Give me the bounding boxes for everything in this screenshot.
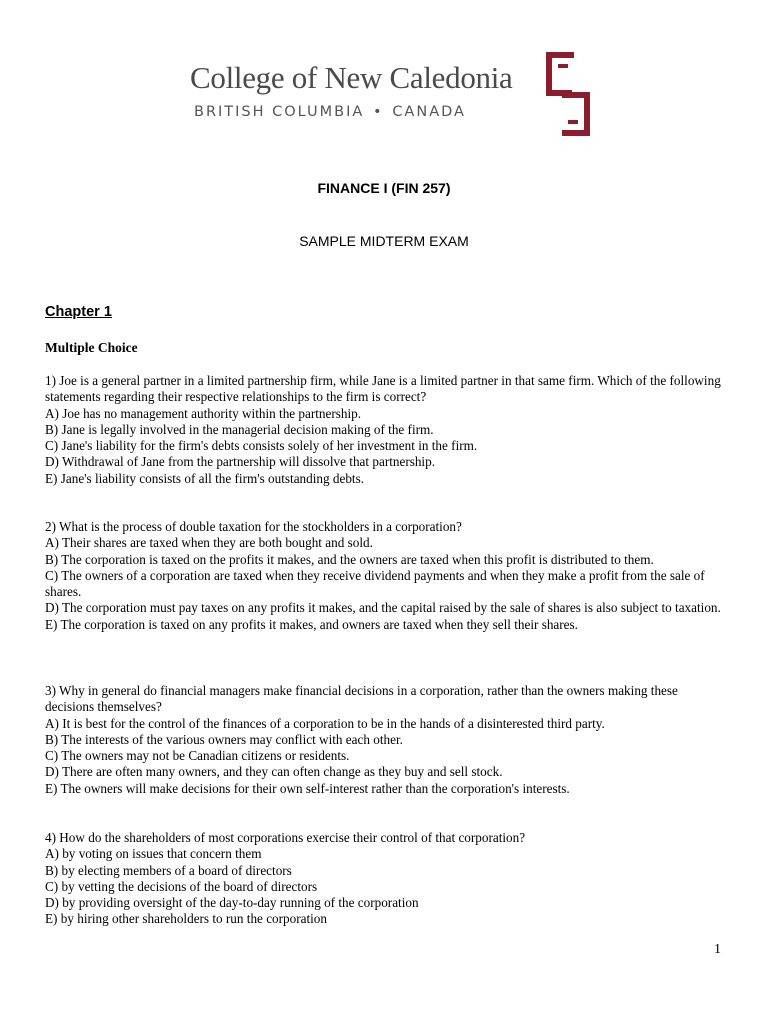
answer-option: D) by providing oversight of the day-to-day running of the corporation <box>45 895 419 911</box>
country-label: CANADA <box>392 104 466 120</box>
course-title: FINANCE I (FIN 257) <box>317 180 451 196</box>
answer-option: B) The corporation is taxed on the profits it makes, and the owners are taxed when this profit is distributed to them. <box>45 551 654 567</box>
question-2 <box>45 519 723 633</box>
answer-option: D) There are often many owners, and they can often change as they buy and sell stock. <box>45 764 503 780</box>
institution-location <box>194 104 466 120</box>
answer-option: B) The interests of the various owners may conflict with each other. <box>45 731 403 747</box>
answer-option: C) by vetting the decisions of the board of directors <box>45 878 318 894</box>
region-label: BRITISH COLUMBIA <box>194 104 365 120</box>
question-stem: 4) How do the shareholders of most corporations exercise their control of that corporation? <box>45 830 526 845</box>
exam-title: SAMPLE MIDTERM EXAM <box>299 233 469 249</box>
question-stem: 2) What is the process of double taxation for the stockholders in a corporation? <box>45 519 462 534</box>
page-number: 1 <box>714 942 721 957</box>
answer-option: E) The owners will make decisions for their own self-interest rather than the corporation's interests. <box>45 780 570 796</box>
answer-option: D) Withdrawal of Jane from the partnership will dissolve that partnership. <box>45 454 435 470</box>
answer-option: A) It is best for the control of the finances of a corporation to be in the hands of a disinterested third party. <box>45 715 605 731</box>
location-separator: • <box>373 104 384 120</box>
answer-option: E) The corporation is taxed on any profits it makes, and owners are taxed when they sell their shares. <box>45 616 578 632</box>
answer-option: A) by voting on issues that concern them <box>45 846 262 862</box>
answer-option: B) by electing members of a board of directors <box>45 862 292 878</box>
cnc-bracket-logo-icon <box>544 52 592 136</box>
answer-option: A) Joe has no management authority within the partnership. <box>45 405 362 421</box>
answer-option: C) The owners may not be Canadian citizens or residents. <box>45 748 350 764</box>
section-heading: Multiple Choice <box>45 340 138 355</box>
answer-option: E) Jane's liability consists of all the firm's outstanding debts. <box>45 470 365 486</box>
answer-option: E) by hiring other shareholders to run the corporation <box>45 911 327 927</box>
answer-option: B) Jane is legally involved in the managerial decision making of the firm. <box>45 421 434 437</box>
question-4 <box>45 830 723 928</box>
answer-option: C) The owners of a corporation are taxed when they receive dividend payments and when they make a profit from the sale of shares. <box>45 567 705 600</box>
answer-option: D) The corporation must pay taxes on any profits it makes, and the capital raised by the sale of shares is also subject to taxation. <box>45 600 721 616</box>
question-3 <box>45 683 723 797</box>
question-stem: 3) Why in general do financial managers make financial decisions in a corporation, rather than the owners making these decisions themselves? <box>45 683 678 715</box>
answer-option: C) Jane's liability for the firm's debts consists solely of her investment in the firm. <box>45 438 478 454</box>
question-stem: 1) Joe is a general partner in a limited partnership firm, while Jane is a limited partner in that same firm. Which of the following statements regarding their respective relationships to the firm is correct? <box>45 373 721 405</box>
chapter-heading: Chapter 1 <box>45 304 112 320</box>
institution-name: College of New Caledonia <box>190 60 513 95</box>
question-1 <box>45 373 723 487</box>
answer-option: A) Their shares are taxed when they are both bought and sold. <box>45 535 373 551</box>
